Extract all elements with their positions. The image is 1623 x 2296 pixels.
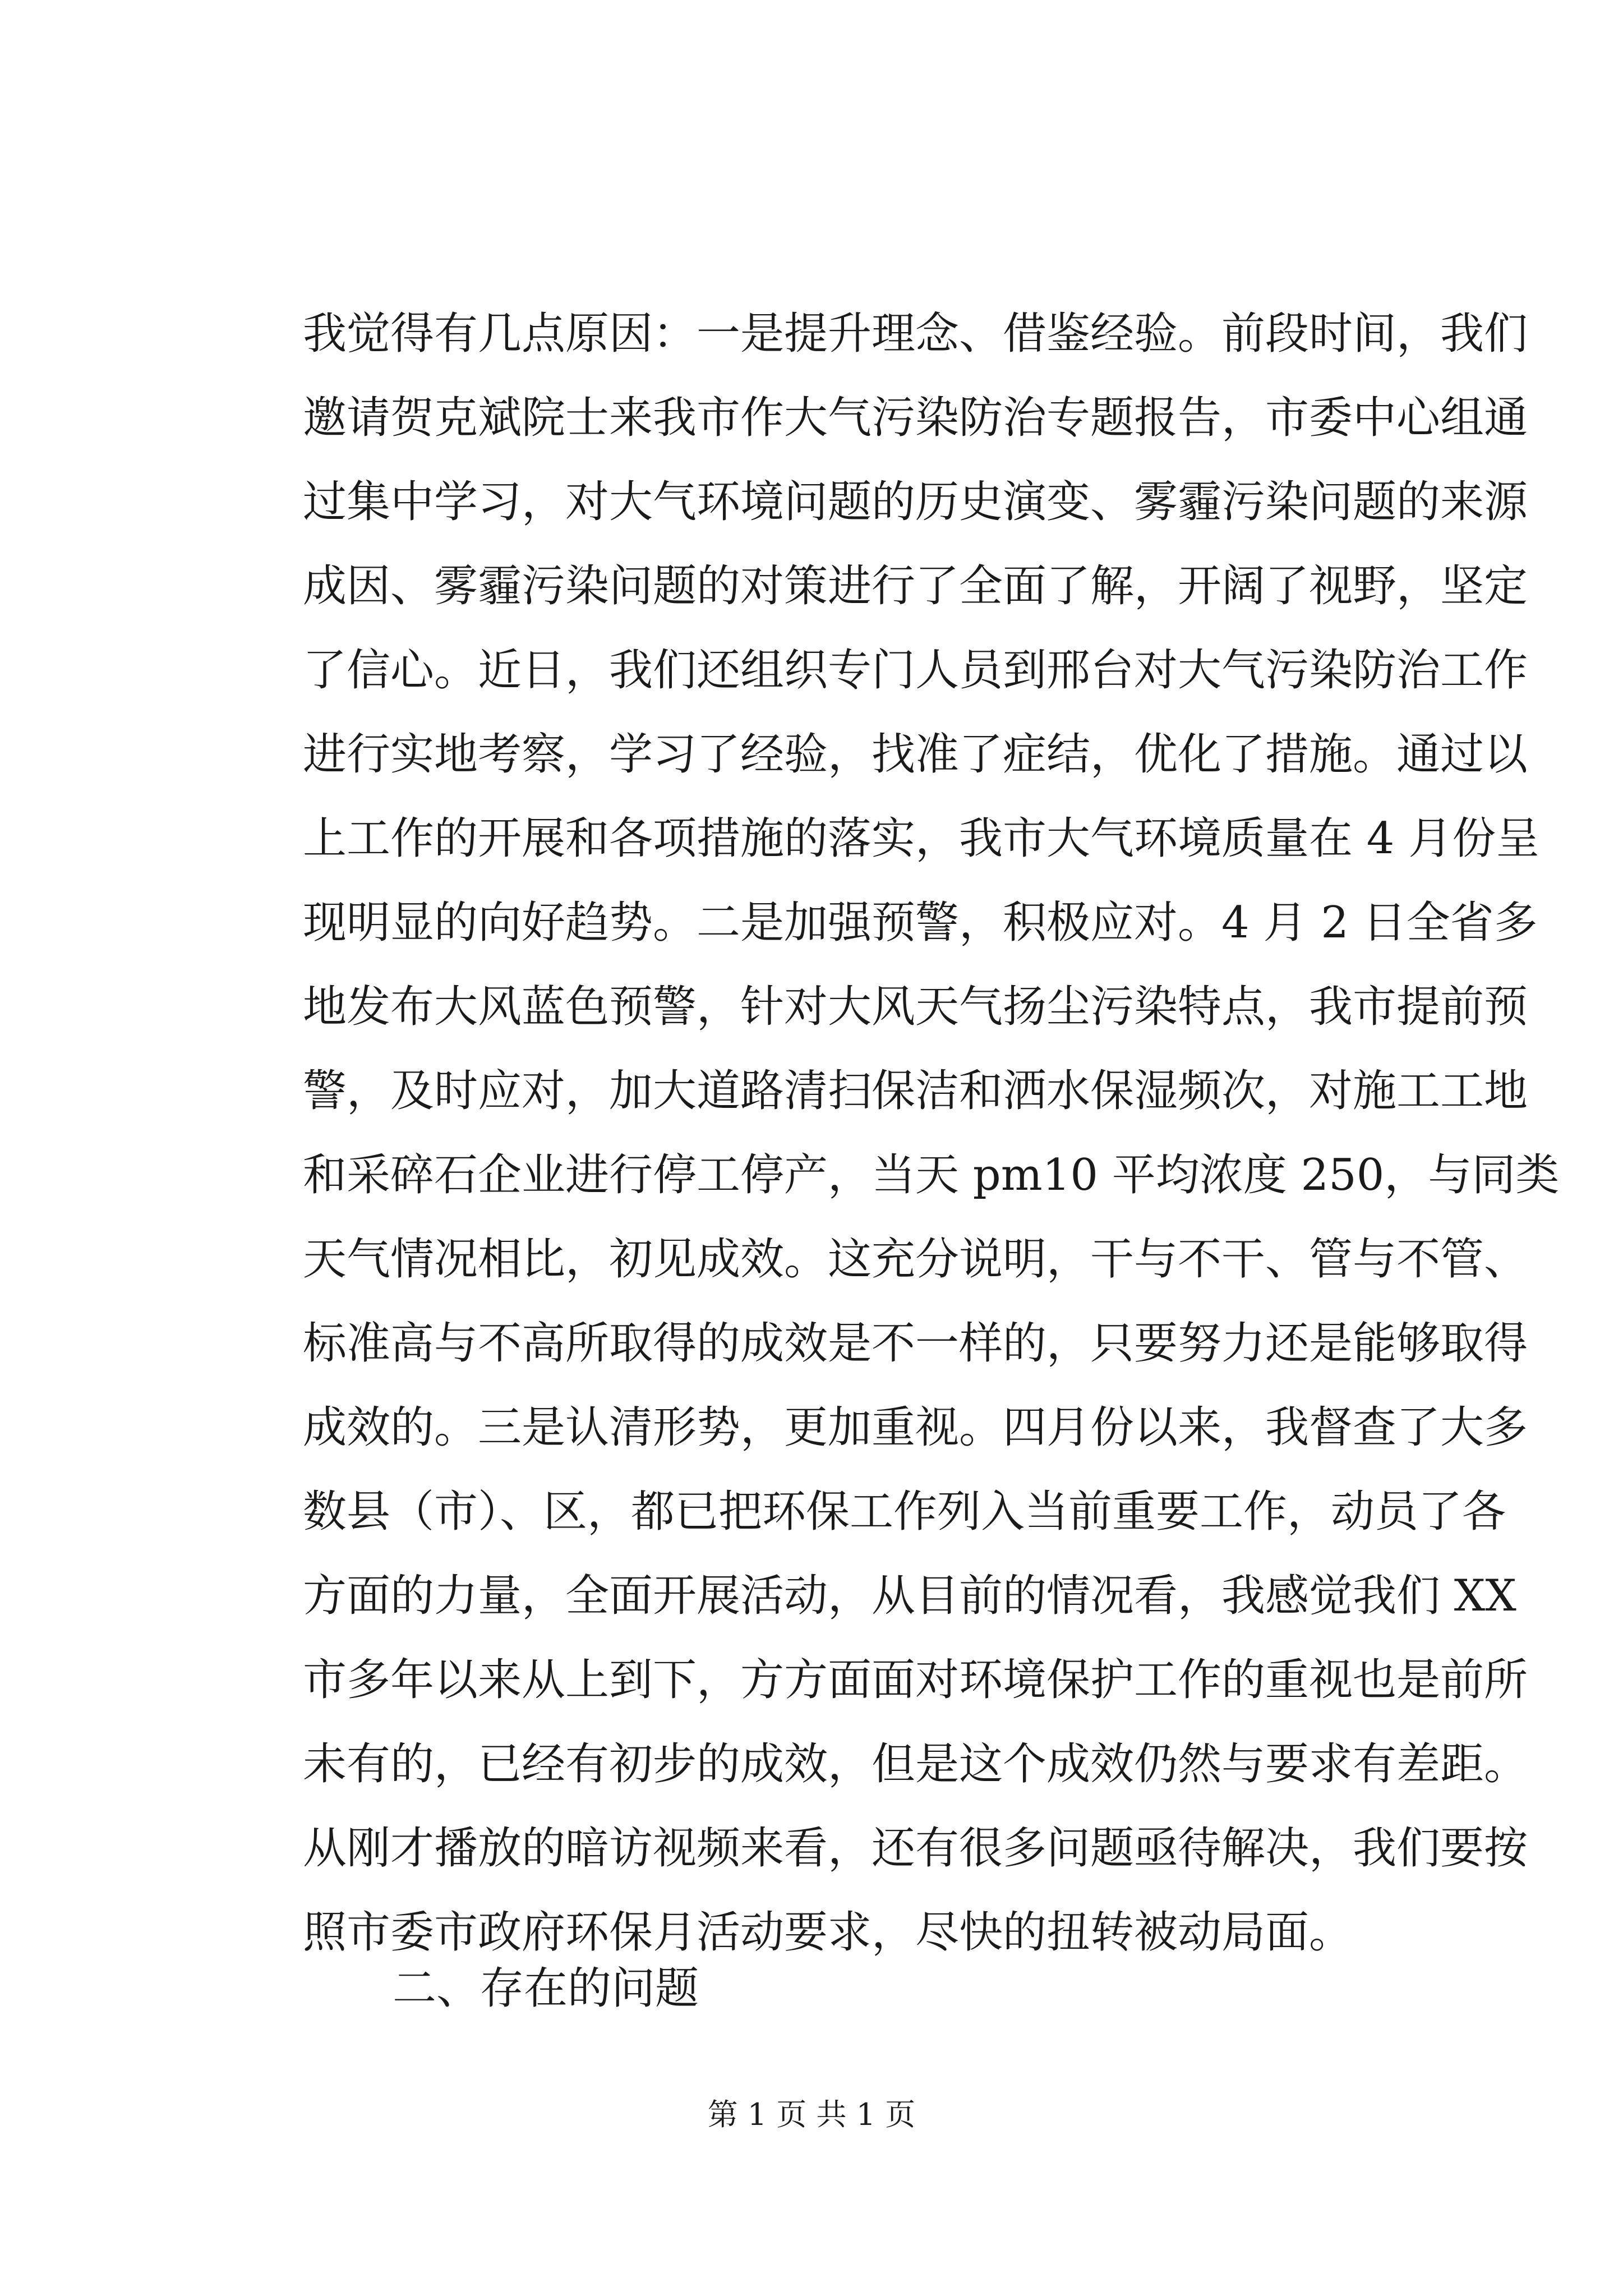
paragraph-line: 警，及时应对，加大道路清扫保洁和洒水保湿频次，对施工工地 bbox=[303, 1066, 1528, 1116]
paragraph-line: 标准高与不高所取得的成效是不一样的，只要努力还是能够取得 bbox=[303, 1318, 1528, 1369]
paragraph-line: 地发布大风蓝色预警，针对大风天气扬尘污染特点，我市提前预 bbox=[303, 982, 1528, 1032]
page-footer: 第 1 页 共 1 页 bbox=[707, 2097, 916, 2132]
paragraph-line: 照市委市政府环保月活动要求，尽快的扭转被动局面。 bbox=[303, 1907, 1353, 1958]
paragraph-line: 我觉得有几点原因：一是提升理念、借鉴经验。前段时间，我们 bbox=[303, 309, 1528, 359]
paragraph-line: 成因、雾霾污染问题的对策进行了全面了解，开阔了视野，坚定 bbox=[303, 561, 1528, 611]
paragraph-line: 过集中学习，对大气环境问题的历史演变、雾霾污染问题的来源 bbox=[303, 477, 1528, 527]
paragraph-line: 和采碎石企业进行停工停产，当天 pm10 平均浓度 250，与同类 bbox=[303, 1150, 1560, 1200]
paragraph-line: 未有的，已经有初步的成效，但是这个成效仍然与要求有差距。 bbox=[303, 1739, 1528, 1789]
paragraph-line: 数县（市）、区，都已把环保工作列入当前重要工作，动员了各 bbox=[303, 1487, 1506, 1537]
body-paragraph bbox=[303, 292, 1560, 1975]
section-heading: 二、存在的问题 bbox=[393, 1963, 699, 2014]
paragraph-line: 天气情况相比，初见成效。这充分说明，干与不干、管与不管、 bbox=[303, 1234, 1528, 1285]
paragraph-line: 邀请贺克斌院士来我市作大气污染防治专题报告，市委中心组通 bbox=[303, 393, 1528, 443]
paragraph-line: 方面的力量，全面开展活动，从目前的情况看，我感觉我们 XX bbox=[303, 1571, 1516, 1621]
paragraph-line: 从刚才播放的暗访视频来看，还有很多问题亟待解决，我们要按 bbox=[303, 1823, 1528, 1874]
paragraph-line: 上工作的开展和各项措施的落实，我市大气环境质量在 4 月份呈 bbox=[303, 813, 1540, 864]
paragraph-line: 了信心。近日，我们还组织专门人员到邢台对大气污染防治工作 bbox=[303, 645, 1528, 696]
paragraph-line: 市多年以来从上到下，方方面面对环境保护工作的重视也是前所 bbox=[303, 1655, 1528, 1705]
paragraph-line: 成效的。三是认清形势，更加重视。四月份以来，我督查了大多 bbox=[303, 1402, 1528, 1453]
paragraph-line: 现明显的向好趋势。二是加强预警，积极应对。4 月 2 日全省多 bbox=[303, 898, 1538, 948]
paragraph-line: 进行实地考察，学习了经验，找准了症结，优化了措施。通过以 bbox=[303, 729, 1528, 780]
